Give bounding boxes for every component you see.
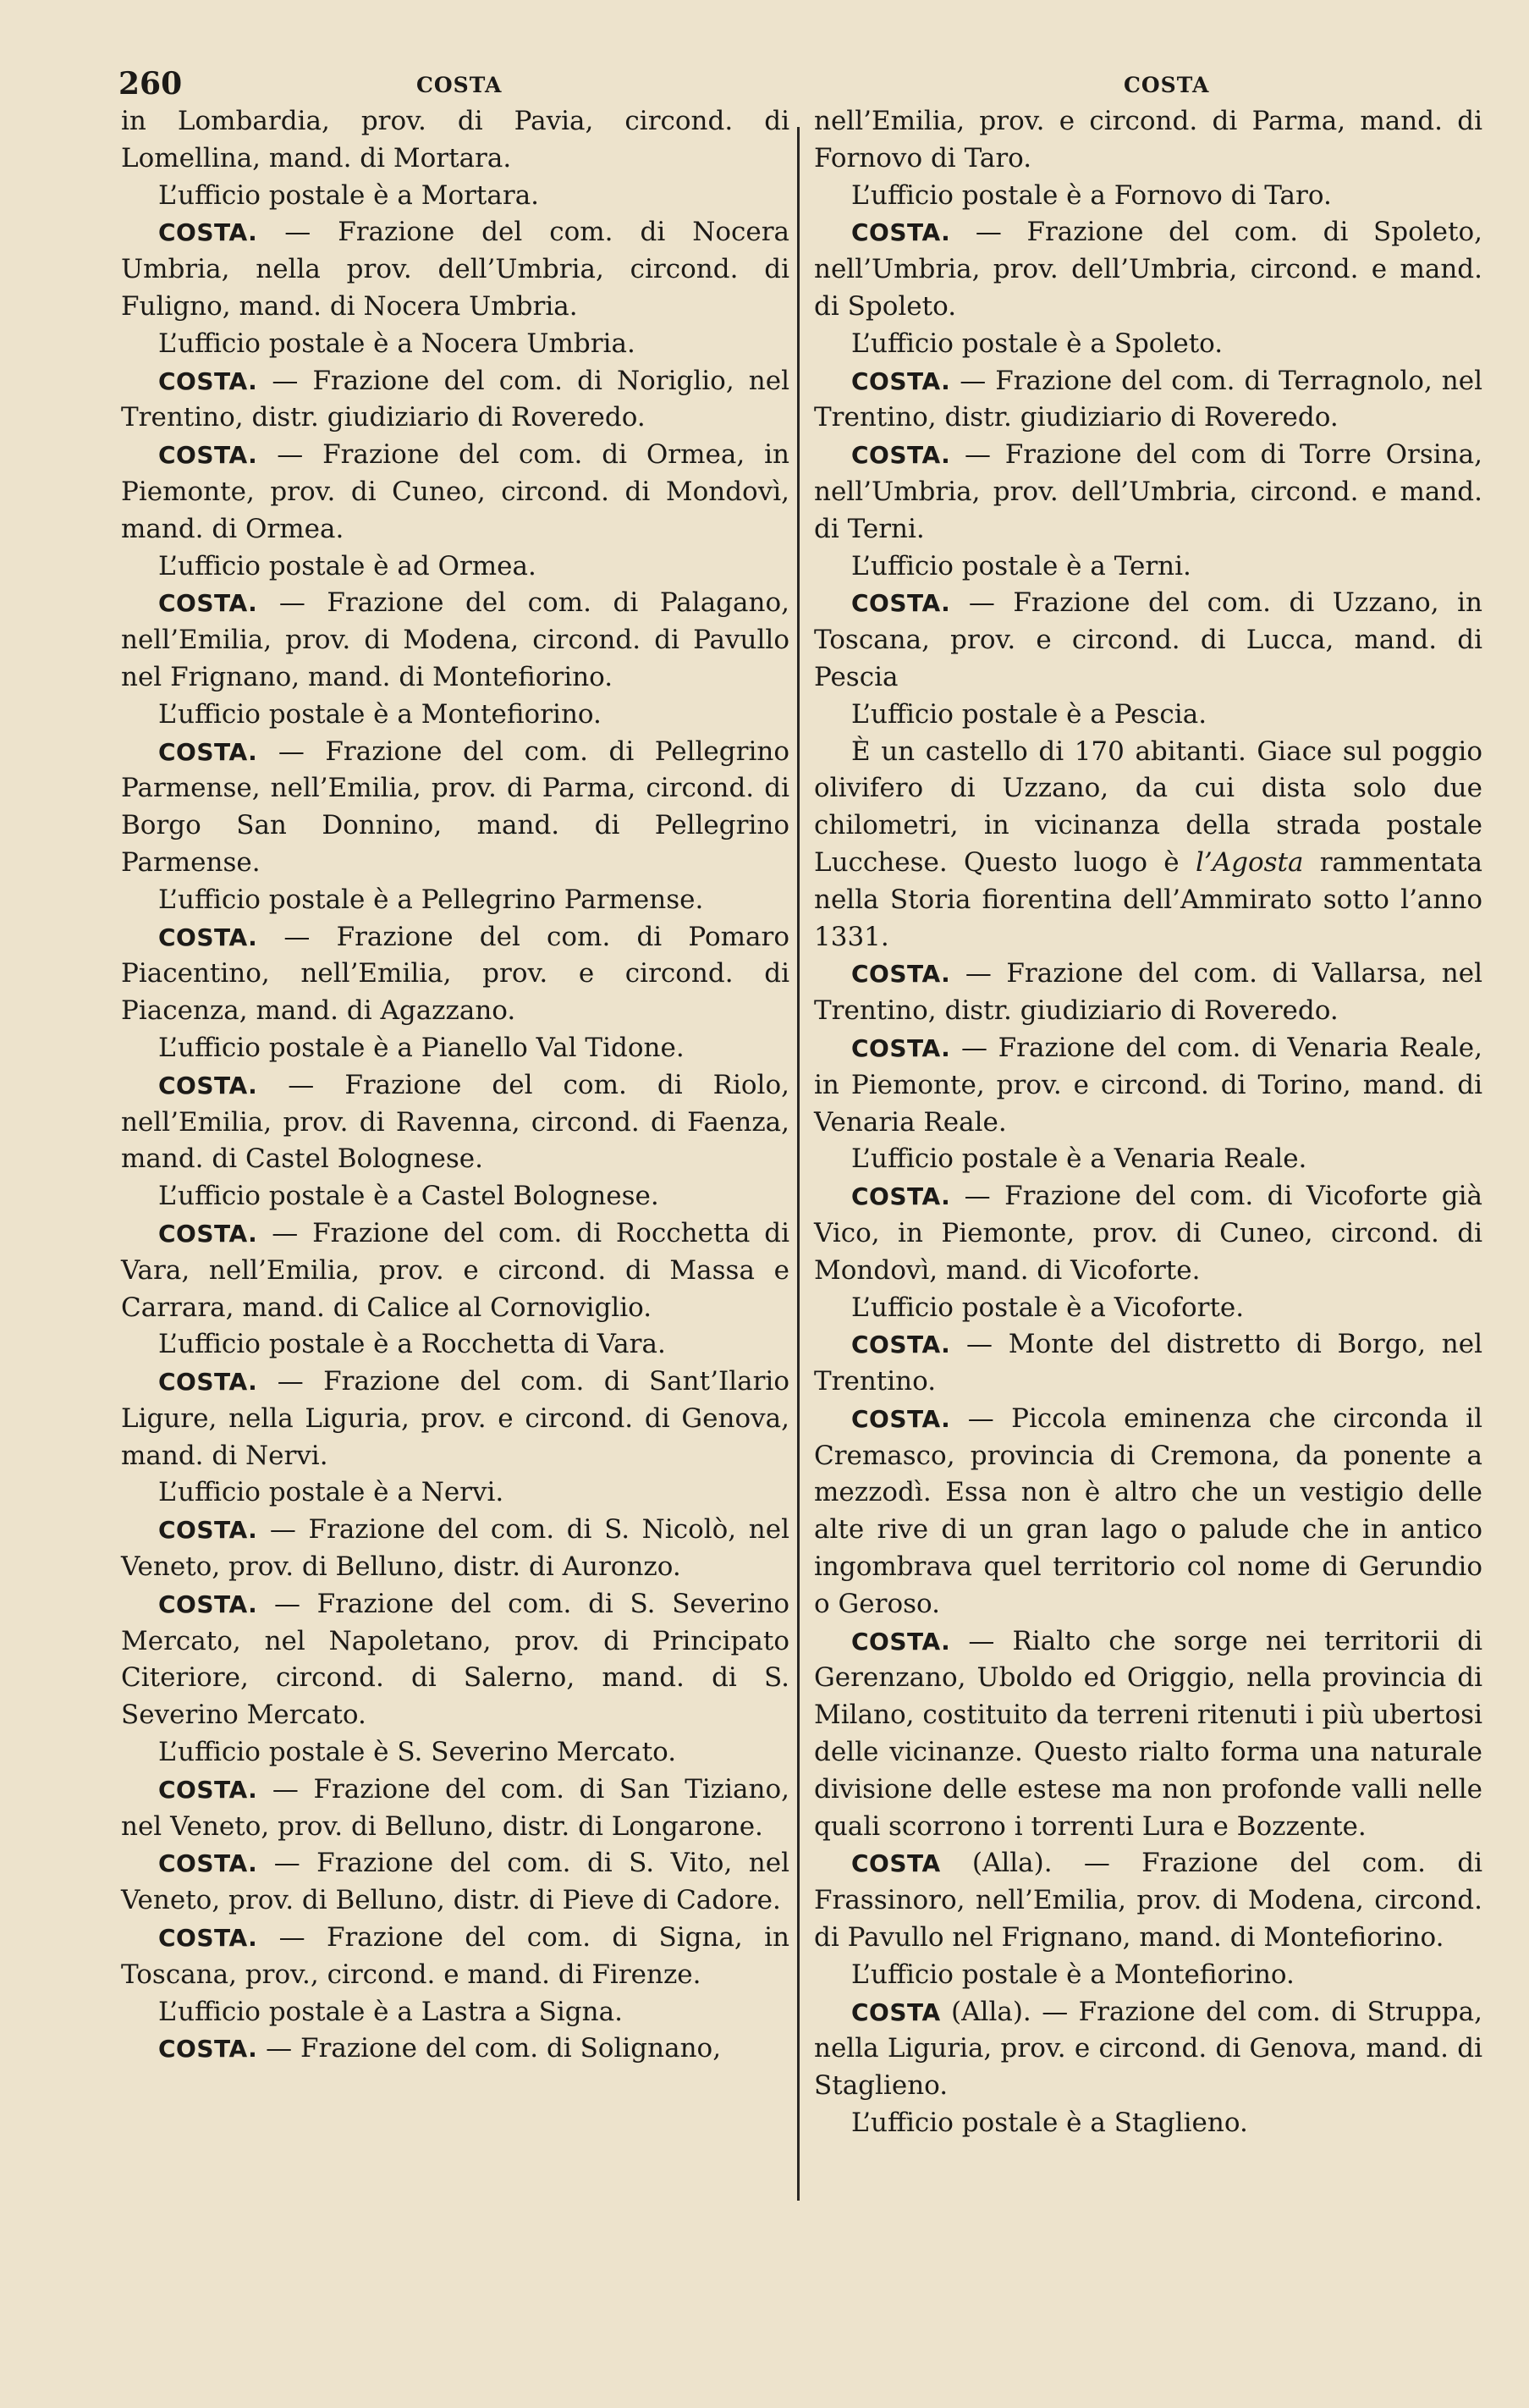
entry-paragraph — [814, 1178, 1482, 1289]
text-paragraph — [814, 178, 1482, 215]
entry-text: — Frazione del com. di Rocchetta di Vara, nell’Emilia, prov. e circond. di Massa e Carrara, mand. di Calice al Cornoviglio. — [121, 1217, 789, 1323]
entry-headword: COSTA. — [158, 589, 258, 618]
entry-headword: COSTA — [851, 1849, 941, 1878]
entry-text: L’ufficio postale è a Pianello Val Tidone. — [158, 1032, 685, 1063]
entry-text: — Frazione del com di Torre Orsina, nell’Umbria, prov. dell’Umbria, circond. e mand. di Terni. — [814, 439, 1482, 544]
text-paragraph — [814, 103, 1482, 178]
entry-text: — Frazione del com. di Terragnolo, nel Trentino, distr. giudiziario di Roveredo. — [814, 365, 1482, 433]
entry-text: — Frazione del com. di Palagano, nell’Emilia, prov. di Modena, circond. di Pavullo nel Frignano, mand. di Montefiorino. — [121, 587, 789, 692]
text-paragraph — [814, 697, 1482, 734]
entry-text: L’ufficio postale è a Spoleto. — [851, 328, 1224, 359]
entry-text: — Frazione del com. di Solignano, — [257, 2033, 722, 2064]
entry-paragraph — [814, 1401, 1482, 1623]
entry-text: — Frazione del com. di San Tiziano, nel Veneto, prov. di Belluno, distr. di Longarone. — [121, 1773, 789, 1842]
entry-headword: COSTA. — [158, 923, 258, 951]
entry-headword: COSTA. — [158, 737, 258, 766]
entry-text: in Lombardia, prov. di Pavia, circond. di Lomellina, mand. di Mortara. — [121, 106, 789, 174]
entry-paragraph — [121, 585, 789, 696]
text-paragraph — [121, 1474, 789, 1512]
text-paragraph — [121, 882, 789, 919]
entry-text: L’ufficio postale è ad Ormea. — [158, 550, 536, 581]
entry-text: nell’Emilia, prov. e circond. di Parma, mand. di Fornovo di Taro. — [814, 106, 1482, 174]
text-paragraph — [121, 697, 789, 734]
entry-text: — Frazione del com. di Vicoforte già Vico, in Piemonte, prov. di Cuneo, circond. di Mondovì, mand. di Vicoforte. — [814, 1181, 1482, 1286]
entry-headword: COSTA. — [158, 441, 258, 470]
entry-paragraph — [121, 1586, 789, 1734]
entry-text: (Alla). — Frazione del com. di Struppa, nella Liguria, prov. e circond. di Genova, mand. di Staglieno. — [814, 1996, 1482, 2102]
entry-headword: COSTA. — [851, 218, 951, 247]
entry-headword: COSTA. — [851, 1331, 951, 1359]
text-paragraph — [121, 103, 789, 178]
entry-headword: COSTA. — [851, 441, 951, 470]
entry-headword: COSTA. — [851, 1033, 951, 1062]
column-divider — [797, 127, 800, 2201]
text-paragraph — [121, 1734, 789, 1772]
entry-headword: COSTA. — [158, 218, 258, 247]
entry-headword: COSTA. — [158, 1071, 258, 1099]
entry-text: — Frazione del com. di Noriglio, nel Trentino, distr. giudiziario di Roveredo. — [121, 365, 789, 433]
entry-paragraph — [121, 1215, 789, 1326]
entry-text: L’ufficio postale è a Montefiorino. — [851, 1959, 1295, 1990]
entry-headword: COSTA. — [158, 366, 258, 395]
running-head-left: COSTA — [416, 73, 503, 97]
entry-text: — Frazione del com. di Nocera Umbria, nella prov. dell’Umbria, circond. di Fuligno, mand. di Nocera Umbria. — [121, 217, 789, 322]
entry-headword: COSTA. — [158, 1516, 258, 1545]
entry-paragraph — [121, 363, 789, 438]
entry-text: L’ufficio postale è a Nocera Umbria. — [158, 328, 635, 359]
entry-headword: COSTA. — [851, 366, 951, 395]
entry-text: — Monte del distretto di Borgo, nel Trentino. — [814, 1329, 1482, 1397]
entry-paragraph — [121, 214, 789, 325]
entry-paragraph — [814, 363, 1482, 438]
entry-text: — Frazione del com. di S. Nicolò, nel Veneto, prov. di Belluno, distr. di Auronzo. — [121, 1514, 789, 1583]
text-paragraph — [814, 734, 1482, 956]
entry-paragraph — [121, 437, 789, 548]
text-paragraph — [814, 2105, 1482, 2142]
entry-text: L’ufficio postale è a Montefiorino. — [158, 698, 602, 730]
italic-term: l’Agosta — [1195, 846, 1304, 878]
entry-text: L’ufficio postale è a Nervi. — [158, 1477, 504, 1508]
entry-headword: COSTA. — [158, 1368, 258, 1397]
text-paragraph — [121, 1030, 789, 1067]
entry-paragraph — [121, 734, 789, 882]
entry-text: — Frazione del com. di Spoleto, nell’Umbria, prov. dell’Umbria, circond. e mand. di Spoleto. — [814, 217, 1482, 322]
entry-text: L’ufficio postale è a Vicoforte. — [851, 1292, 1245, 1323]
entry-paragraph — [814, 214, 1482, 325]
entry-paragraph — [814, 1030, 1482, 1141]
entry-headword: COSTA — [851, 1997, 941, 2026]
page-header — [118, 66, 1485, 108]
right-column — [814, 103, 1482, 2142]
entry-headword: COSTA. — [158, 1590, 258, 1618]
page-number: 260 — [118, 66, 183, 102]
entry-text: L’ufficio postale è a Rocchetta di Vara. — [158, 1329, 666, 1360]
entry-text: — Rialto che sorge nei territorii di Gerenzano, Uboldo ed Origgio, nella provincia di Milano, costituito da terreni ritenuti i più ubertosi delle vicinanze. Questo rialto forma una naturale divisione delle estese ma non profonde valli nelle quali scorrono i torrenti Lura e Bozzente. — [814, 1625, 1482, 1842]
entry-text: — Frazione del com. di S. Severino Mercato, nel Napoletano, prov. di Principato Citeriore, circond. di Salerno, mand. di S. Severino Mercato. — [121, 1588, 789, 1731]
entry-paragraph — [814, 1845, 1482, 1956]
entry-text: — Frazione del com. di S. Vito, nel Veneto, prov. di Belluno, distr. di Pieve di Cadore. — [121, 1848, 789, 1916]
text-paragraph — [121, 1326, 789, 1364]
entry-text: L’ufficio postale è a Venaria Reale. — [851, 1143, 1307, 1175]
entry-headword: COSTA. — [851, 1182, 951, 1211]
entry-text: — Frazione del com. di Signa, in Toscana, prov., circond. e mand. di Firenze. — [121, 1922, 789, 1990]
text-paragraph — [121, 548, 789, 586]
entry-text: L’ufficio postale è a Staglieno. — [851, 2108, 1248, 2139]
entry-paragraph — [121, 1772, 789, 1846]
entry-text: L’ufficio postale è a Fornovo di Taro. — [851, 179, 1332, 211]
entry-text: L’ufficio postale è a Terni. — [851, 550, 1191, 581]
entry-text: — Frazione del com. di Riolo, nell’Emilia, prov. di Ravenna, circond. di Faenza, mand. di Castel Bolognese. — [121, 1069, 789, 1175]
entry-paragraph — [121, 1845, 789, 1920]
text-paragraph — [814, 326, 1482, 363]
entry-headword: COSTA. — [851, 960, 951, 989]
entry-text: — Frazione del com. di Sant’Ilario Ligure, nella Liguria, prov. e circond. di Genova, mand. di Nervi. — [121, 1366, 789, 1471]
entry-text: (Alla). — Frazione del com. di Frassinoro, nell’Emilia, prov. di Modena, circond. di Pavullo nel Frignano, mand. di Montefiorino. — [814, 1848, 1482, 1953]
entry-text: — Frazione del com. di Uzzano, in Toscana, prov. e circond. di Lucca, mand. di Pescia — [814, 587, 1482, 692]
entry-text: — Frazione del com. di Ormea, in Piemonte, prov. di Cuneo, circond. di Mondovì, mand. di Ormea. — [121, 439, 789, 544]
entry-headword: COSTA. — [851, 1627, 951, 1656]
entry-paragraph — [814, 956, 1482, 1030]
entry-text: L’ufficio postale è a Pellegrino Parmense. — [158, 884, 704, 915]
entry-text: — Frazione del com. di Pellegrino Parmense, nell’Emilia, prov. di Parma, circond. di Borgo San Donnino, mand. di Pellegrino Parmense. — [121, 736, 789, 878]
entry-text: È un castello di 170 abitanti. Giace sul poggio olivifero di Uzzano, da cui dista solo due chilometri, in vicinanza della strada postale Lucchese. Questo luogo è — [814, 736, 1482, 878]
entry-text-continued: rammentata nella Storia fiorentina dell’Ammirato sotto l’anno 1331. — [814, 846, 1483, 952]
entry-paragraph — [814, 437, 1482, 548]
entry-text: — Frazione del com. di Pomaro Piacentino, nell’Emilia, prov. e circond. di Piacenza, mand. di Agazzano. — [121, 921, 789, 1027]
entry-paragraph — [121, 919, 789, 1030]
entry-paragraph — [814, 1994, 1482, 2105]
entry-headword: COSTA. — [851, 1404, 951, 1433]
text-paragraph — [121, 1178, 789, 1215]
entry-text: L’ufficio postale è a Castel Bolognese. — [158, 1181, 659, 1212]
text-paragraph — [121, 326, 789, 363]
entry-headword: COSTA. — [158, 1775, 258, 1804]
entry-text: L’ufficio postale è S. Severino Mercato. — [158, 1737, 677, 1768]
entry-headword: COSTA. — [158, 1219, 258, 1248]
entry-paragraph — [121, 1067, 789, 1178]
text-paragraph — [814, 1957, 1482, 1994]
entry-paragraph — [814, 585, 1482, 696]
entry-text: — Frazione del com. di Venaria Reale, in Piemonte, prov. e circond. di Torino, mand. di Venaria Reale. — [814, 1032, 1482, 1138]
entry-paragraph — [121, 1364, 789, 1474]
text-paragraph — [814, 1141, 1482, 1178]
entry-headword: COSTA. — [158, 2035, 258, 2064]
entry-headword: COSTA. — [158, 1849, 258, 1878]
entry-paragraph — [121, 1512, 789, 1586]
entry-headword: COSTA. — [158, 1924, 258, 1953]
entry-paragraph — [121, 2031, 789, 2068]
text-paragraph — [121, 178, 789, 215]
left-column — [121, 103, 789, 2068]
text-paragraph — [814, 548, 1482, 586]
entry-text: L’ufficio postale è a Lastra a Signa. — [158, 1996, 623, 2027]
entry-headword: COSTA. — [851, 589, 951, 618]
entry-text: — Frazione del com. di Vallarsa, nel Trentino, distr. giudiziario di Roveredo. — [814, 958, 1482, 1027]
entry-paragraph — [814, 1623, 1482, 1846]
entry-text: L’ufficio postale è a Mortara. — [158, 179, 540, 211]
entry-text: — Piccola eminenza che circonda il Cremasco, provincia di Cremona, da ponente a mezzodì. Essa non è altro che un vestigio delle alte rive di un gran lago o palude che in antico ingombrava quel territorio col nome di Gerundio o Geroso. — [814, 1402, 1482, 1619]
text-paragraph — [121, 1994, 789, 2031]
entry-text: L’ufficio postale è a Pescia. — [851, 698, 1207, 730]
text-paragraph — [814, 1290, 1482, 1327]
entry-paragraph — [814, 1326, 1482, 1401]
entry-paragraph — [121, 1920, 789, 1994]
running-head-right: COSTA — [1124, 73, 1210, 97]
